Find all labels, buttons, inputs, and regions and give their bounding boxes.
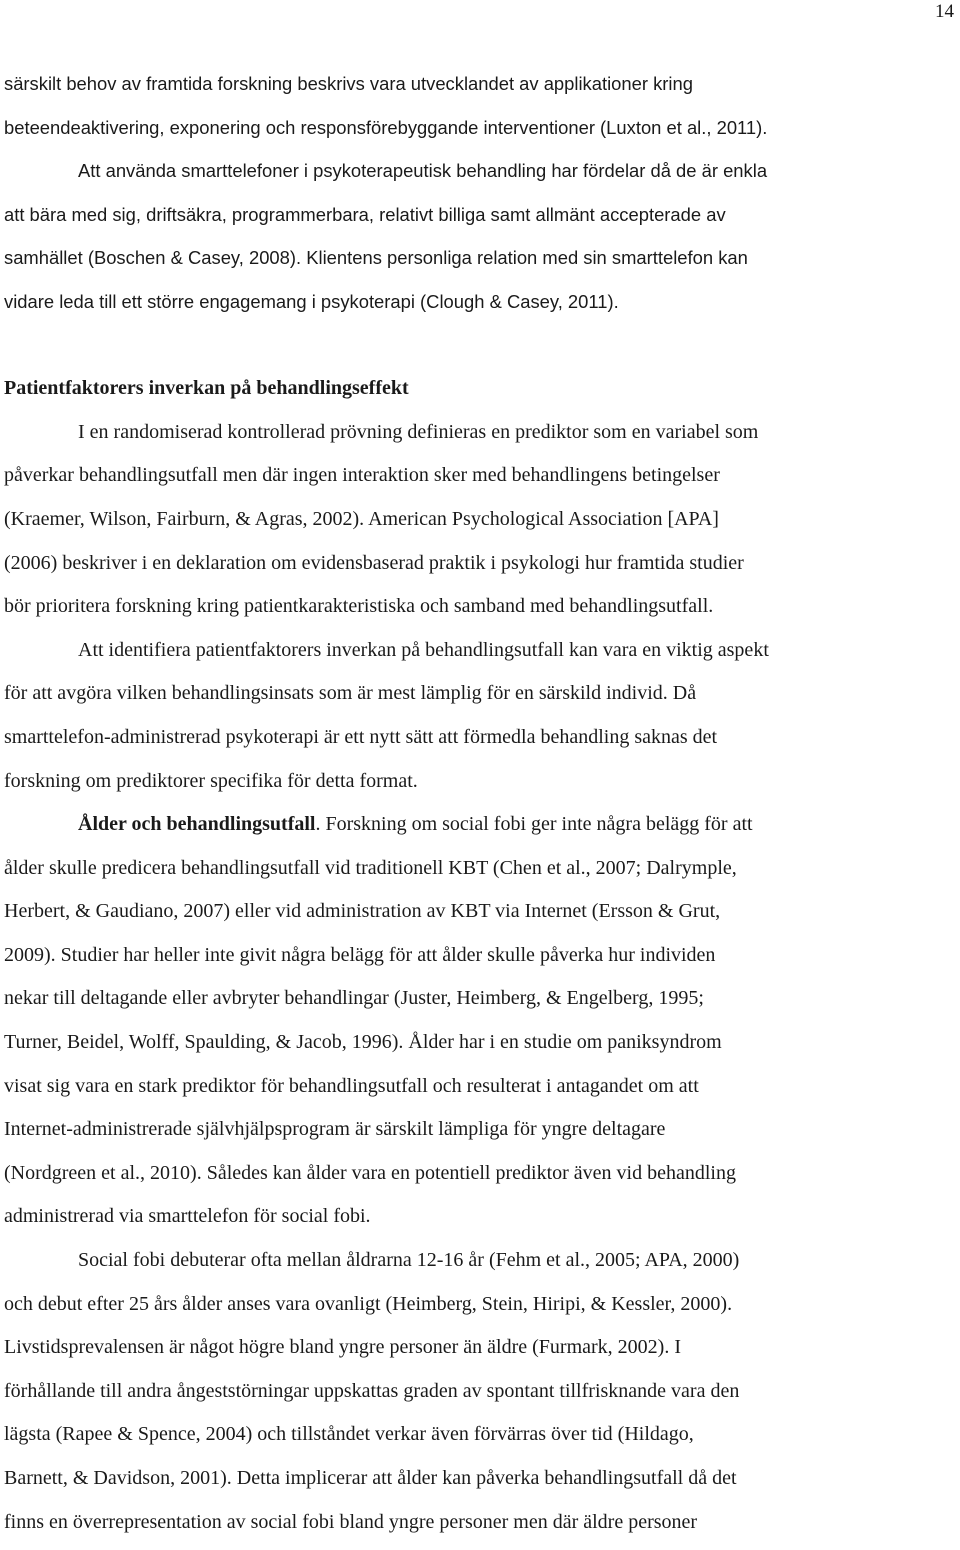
paragraph-line: (Kraemer, Wilson, Fairburn, & Agras, 2002). American Psychological Association [APA] <box>4 507 719 530</box>
paragraph-line: Att identifiera patientfaktorers inverkan på behandlingsutfall kan vara en viktig aspekt <box>78 638 769 661</box>
paragraph-line: nekar till deltagande eller avbryter behandlingar (Juster, Heimberg, & Engelberg, 1995; <box>4 987 704 1010</box>
paragraph-line: och debut efter 25 års ålder anses vara ovanligt (Heimberg, Stein, Hiripi, & Kessler, 2000). <box>4 1292 733 1315</box>
paragraph-line: för att avgöra vilken behandlingsinsats som är mest lämplig för en särskild individ. Då <box>4 682 697 705</box>
paragraph-line: särskilt behov av framtida forskning beskrivs vara utvecklandet av applikationer kring <box>4 73 693 94</box>
document-body <box>4 62 940 1544</box>
paragraph-line: 2009). Studier har heller inte givit några belägg för att ålder skulle påverka hur individen <box>4 943 716 966</box>
subsection-first-line <box>4 803 940 847</box>
paragraph-line: förhållande till andra ångeststörningar uppskattas graden av spontant tillfrisknande vara den <box>4 1379 740 1402</box>
paragraph-line: Barnett, & Davidson, 2001). Detta implicerar att ålder kan påverka behandlingsutfall då det <box>4 1467 737 1489</box>
paragraph-line: lägsta (Rapee & Spence, 2004) och tillståndet verkar även förvärras över tid (Hildago, <box>4 1423 694 1446</box>
paragraph-line: I en randomiserad kontrollerad prövning definieras en prediktor som en variabel som <box>78 420 759 443</box>
paragraph-line: forskning om prediktorer specifika för detta format. <box>4 769 418 792</box>
paragraph-line: Internet-administrerade självhjälpsprogram är särskilt lämpliga för yngre deltagare <box>4 1118 666 1141</box>
section-heading: Patientfaktorers inverkan på behandlingseffekt <box>4 377 409 400</box>
paragraph-line: visat sig vara en stark prediktor för behandlingsutfall och resulterat i antagandet om att <box>4 1074 699 1097</box>
paragraph-spacer <box>4 324 940 368</box>
paragraph-line: samhället (Boschen & Casey, 2008). Klientens personliga relation med sin smarttelefon kan <box>4 247 748 269</box>
paragraph-line: Social fobi debuterar ofta mellan åldrarna 12-16 år (Fehm et al., 2005; APA, 2000) <box>78 1249 740 1272</box>
paragraph-line: Att använda smarttelefoner i psykoterapeutisk behandling har fördelar då de är enkla <box>78 160 768 182</box>
subsection-heading: Ålder och behandlingsutfall <box>78 813 316 836</box>
paragraph-line: beteendeaktivering, exponering och responsförebyggande interventioner (Luxton et al., 2011). <box>4 116 768 138</box>
paragraph-line: ålder skulle predicera behandlingsutfall vid traditionell KBT (Chen et al., 2007; Dalrymple, <box>4 856 737 879</box>
paragraph-line: administrerad via smarttelefon för social fobi. <box>4 1205 371 1228</box>
paragraph-line: bör prioritera forskning kring patientkarakteristiska och samband med behandlingsutfall. <box>4 595 714 618</box>
paragraph-line: smarttelefon-administrerad psykoterapi är ett nytt sätt att förmedla behandling saknas det <box>4 725 718 748</box>
paragraph-line: (2006) beskriver i en deklaration om evidensbaserad praktik i psykologi hur framtida studier <box>4 551 744 574</box>
paragraph-line: vidare leda till ett större engagemang i psykoterapi (Clough & Casey, 2011). <box>4 290 619 312</box>
paragraph-line: Turner, Beidel, Wolff, Spaulding, & Jacob, 1996). Ålder har i en studie om paniksyndrom <box>4 1031 722 1054</box>
subsection-first-line-text: . Forskning om social fobi ger inte några belägg för att <box>315 813 753 836</box>
paragraph-line: Herbert, & Gaudiano, 2007) eller vid administration av KBT via Internet (Ersson & Grut, <box>4 900 721 923</box>
paragraph-line: Livstidsprevalensen är något högre bland yngre personer än äldre (Furmark, 2002). I <box>4 1336 682 1359</box>
page-number: 14 <box>935 1 954 22</box>
paragraph-line: finns en överrepresentation av social fobi bland yngre personer men där äldre personer <box>4 1510 698 1533</box>
paragraph-line: påverkar behandlingsutfall men där ingen interaktion sker med behandlingens betingelser <box>4 464 720 487</box>
paragraph-line: att bära med sig, driftsäkra, programmerbara, relativt billiga samt allmänt accepterade av <box>4 203 726 225</box>
paragraph-line: (Nordgreen et al., 2010). Således kan ålder vara en potentiell prediktor även vid behandling <box>4 1161 736 1184</box>
